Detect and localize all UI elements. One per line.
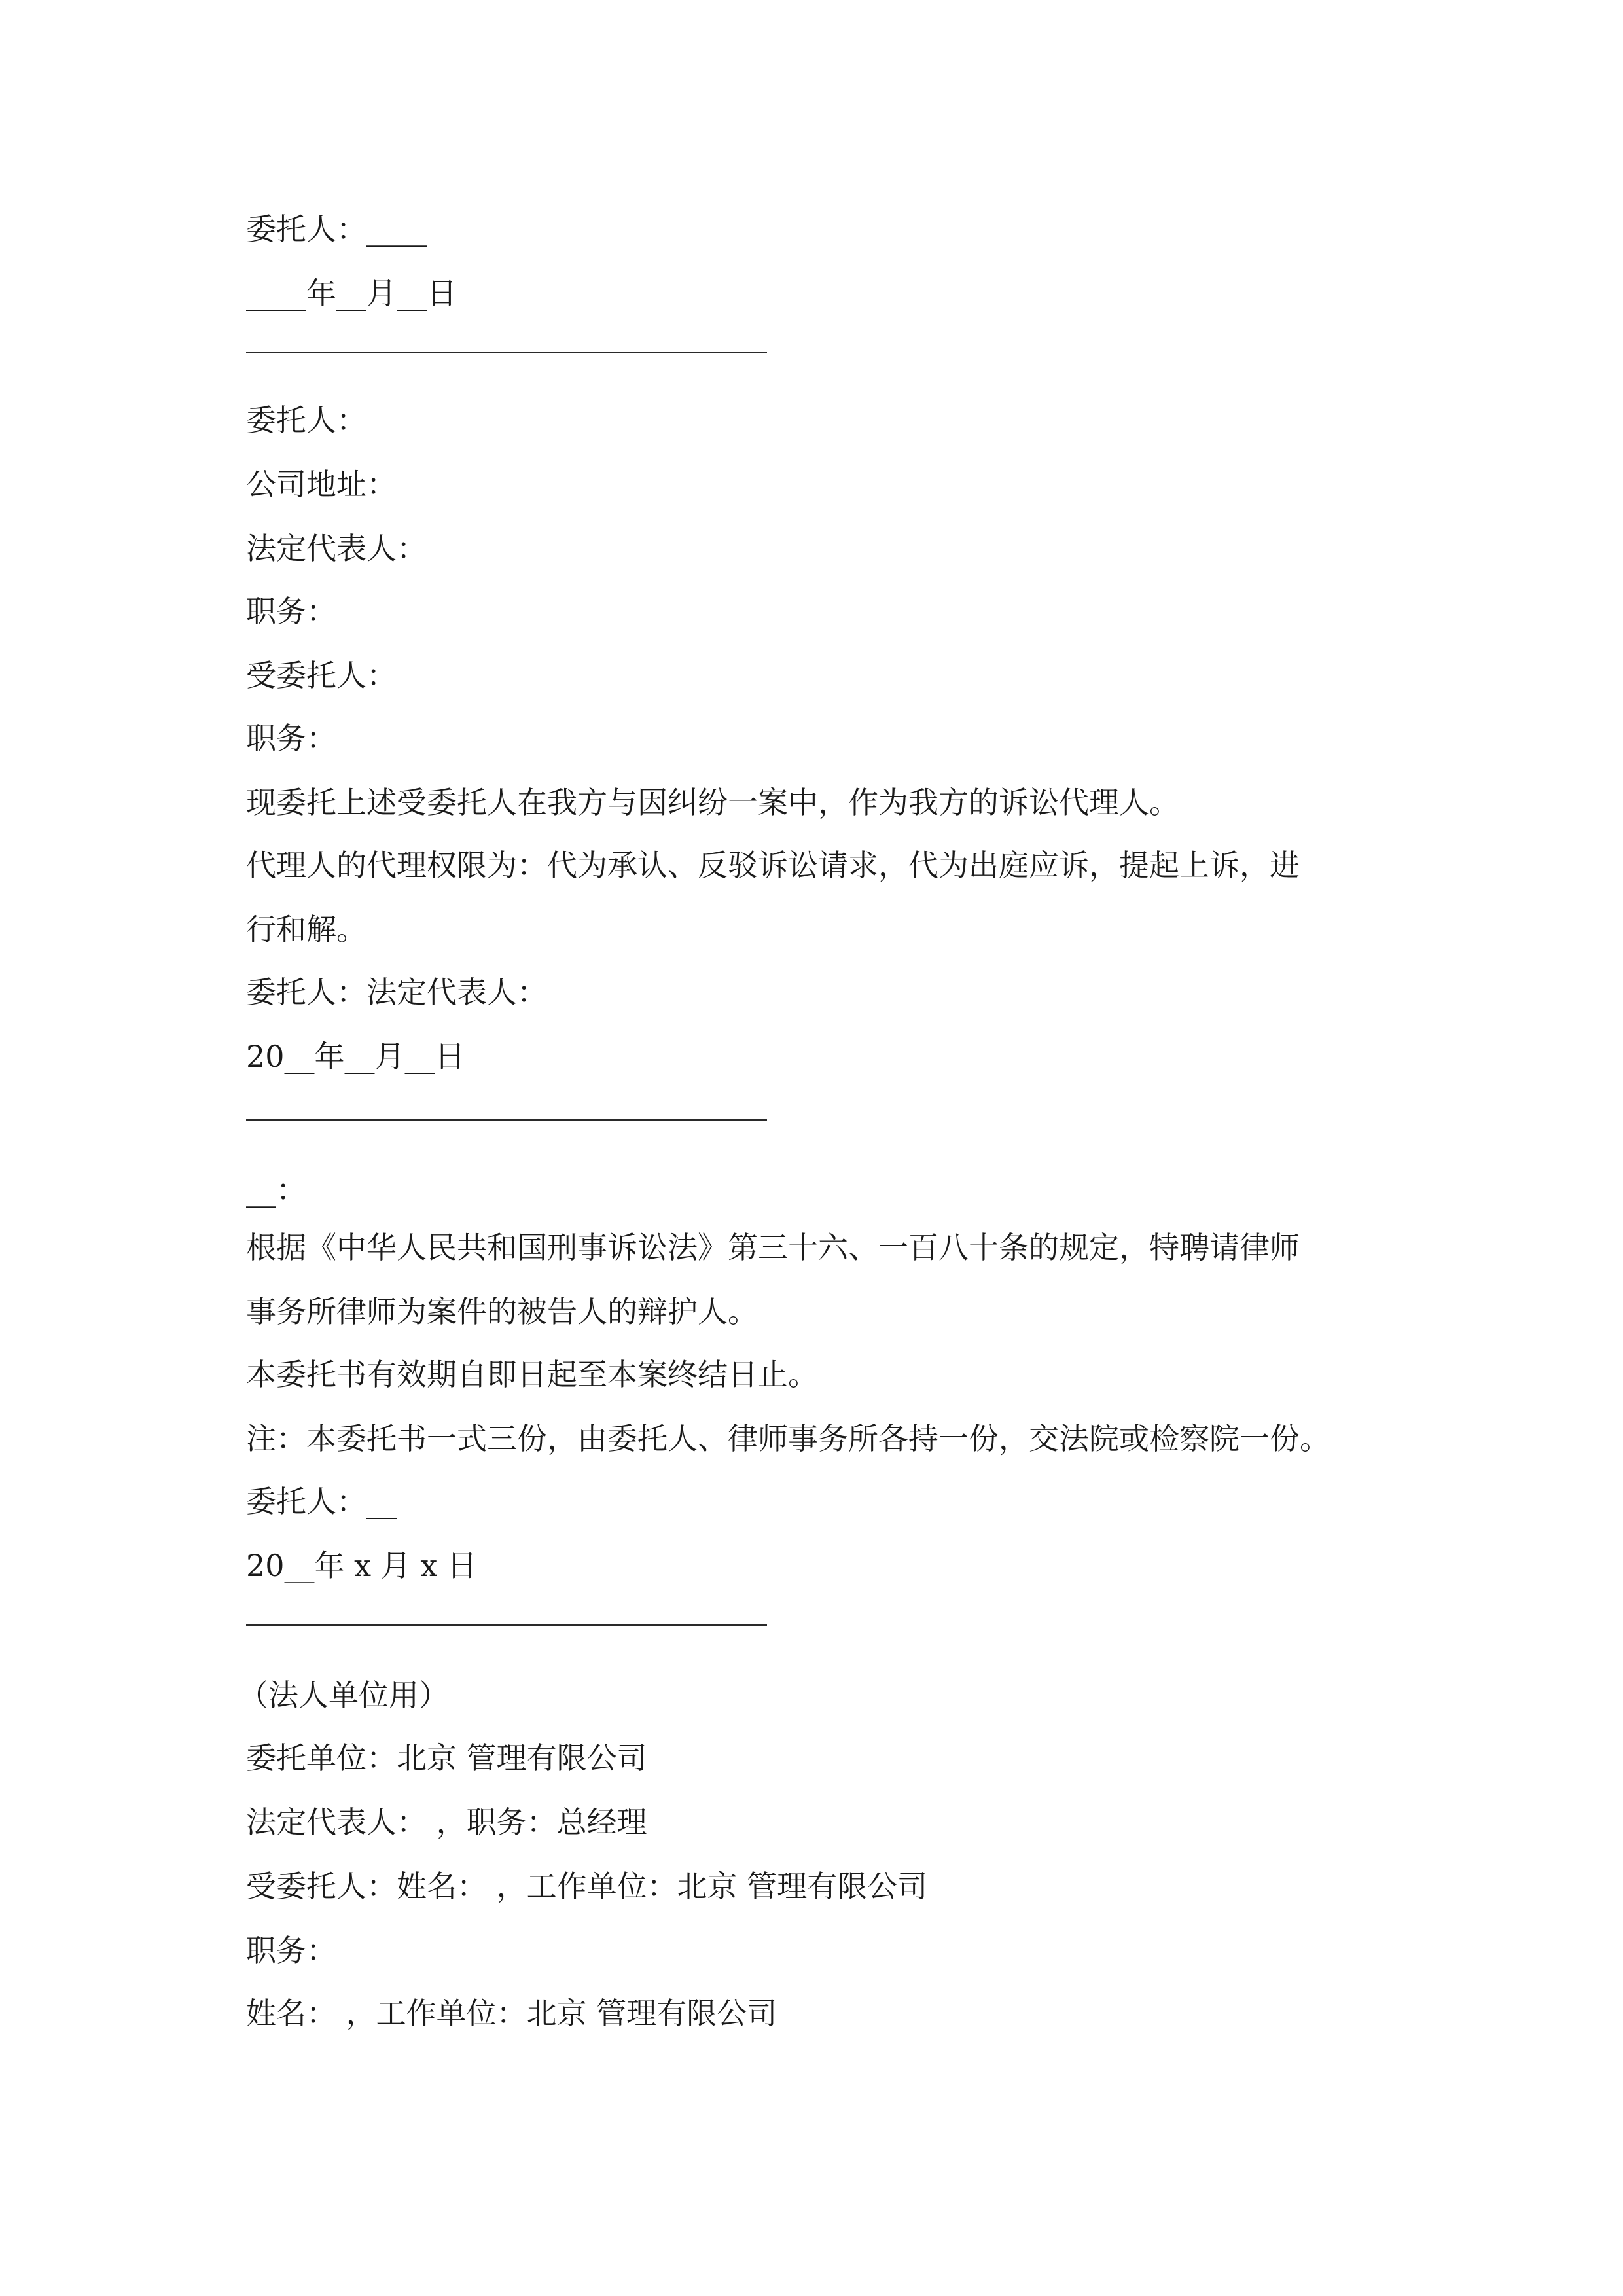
section1-date-line: ____年__月__日 <box>246 276 457 311</box>
section2-principal: 委托人： <box>246 403 366 438</box>
section2-body-2-line-1: 代理人的代理权限为：代为承认、反驳诉讼请求，代为出庭应诉，提起上诉，进 <box>246 848 1300 883</box>
section2-date: 20__年__月__日 <box>246 1039 465 1074</box>
section2-signature: 委托人：法定代表人： <box>246 975 547 1010</box>
section3-signer: 委托人：__ <box>246 1484 397 1519</box>
section4-agent: 受委托人：姓名： ，工作单位：北京 管理有限公司 <box>246 1869 928 1904</box>
section2-position-1: 职务： <box>246 594 336 629</box>
section2-agent: 受委托人： <box>246 658 397 693</box>
section4-heading: （法人单位用） <box>238 1677 449 1713</box>
section3-date: 20__年 x 月 x 日 <box>246 1548 477 1583</box>
section4-name: 姓名： ，工作单位：北京 管理有限公司 <box>246 1996 777 2031</box>
section3-body-2: 本委托书有效期自即日起至本案终结日止。 <box>246 1357 818 1392</box>
section4-legal-rep: 法定代表人： ，职务：总经理 <box>246 1804 647 1840</box>
section2-legal-rep: 法定代表人： <box>246 531 427 566</box>
section-divider <box>246 1119 767 1121</box>
section4-entrusting-unit: 委托单位：北京 管理有限公司 <box>246 1740 647 1776</box>
section3-salutation: __： <box>246 1172 306 1208</box>
section3-body-1-line-1: 根据《中华人民共和国刑事诉讼法》第三十六、一百八十条的规定，特聘请律师 <box>246 1230 1300 1265</box>
section-divider <box>246 1624 767 1626</box>
section2-body-1: 现委托上述受委托人在我方与因纠纷一案中，作为我方的诉讼代理人。 <box>246 785 1179 820</box>
section2-position-2: 职务： <box>246 721 336 756</box>
section1-signer-line: 委托人：____ <box>246 211 427 247</box>
section4-position: 职务： <box>246 1933 336 1968</box>
section-divider <box>246 352 767 353</box>
section2-company-address: 公司地址： <box>246 467 397 502</box>
section3-body-1-line-2: 事务所律师为案件的被告人的辩护人。 <box>246 1294 758 1329</box>
section2-body-2-line-2: 行和解。 <box>246 912 366 947</box>
section3-note: 注：本委托书一式三份，由委托人、律师事务所各持一份，交法院或检察院一份。 <box>246 1421 1330 1456</box>
